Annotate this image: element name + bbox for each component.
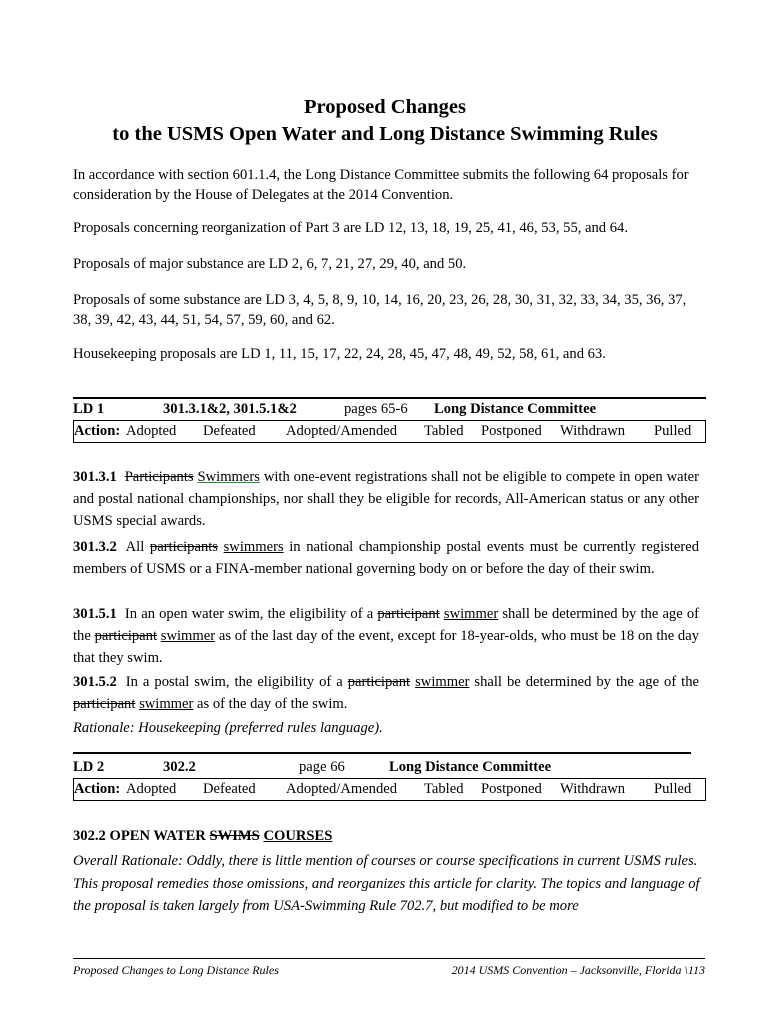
ld1-title-row (73, 397, 706, 420)
inserted-text: Swimmers (197, 469, 260, 485)
rationale-ld1: Rationale: Housekeeping (preferred rules language). (73, 720, 383, 736)
struck-text: participants (149, 539, 218, 555)
ld2-pages: page 66 (299, 759, 345, 775)
action-label: Action: (74, 423, 121, 439)
some-paragraph: Proposals of some substance are LD 3, 4, 5, 8, 9, 10, 14, 16, 20, 23, 26, 28, 30, 31, 32, 33, 34, 35, 36, 37, 38, 39, 42, 43, 44, 51, 54, 57, 59, 60, and 62. (73, 292, 687, 328)
section-302-2-heading (73, 826, 703, 846)
ld2-committee: Long Distance Committee (389, 759, 552, 775)
struck-text: SWIMS (209, 828, 260, 844)
rule-text-pre: All (125, 539, 150, 555)
heading-text: 302.2 OPEN WATER (73, 828, 210, 844)
inserted-text: COURSES (263, 828, 333, 844)
struck-text: participant (73, 695, 136, 712)
struck-text: participant (377, 606, 440, 622)
ld2-id: LD 2 (73, 759, 105, 775)
inserted-text: swimmers (223, 539, 284, 555)
ld2-header (73, 757, 706, 801)
rule-text-pre: In a postal swim, the eligibility of a (125, 674, 348, 690)
reorg-paragraph: Proposals concerning reorganization of Part 3 are LD 12, 13, 18, 19, 25, 41, 46, 53, 55, and 64. (73, 220, 628, 236)
rule-301-5-2 (73, 672, 699, 716)
rule-number: 301.3.1 (73, 469, 117, 485)
page-subtitle: to the USMS Open Water and Long Distance Swimming Rules (112, 123, 658, 145)
tabled-option[interactable]: Tabled (424, 781, 464, 797)
rule-301-5-1 (73, 604, 699, 669)
housekeeping-paragraph: Housekeeping proposals are LD 1, 11, 15, 17, 22, 24, 28, 45, 47, 48, 49, 52, 58, 61, and 63. (73, 346, 606, 362)
rule-text-mid: shall be determined by the age of the (469, 674, 700, 690)
rule-text: in national championship postal events must be currently registered members of USMS or a FINA-member national governing body on or before the day of their swim. (73, 539, 700, 577)
adopted-option[interactable]: Adopted (126, 781, 177, 797)
page-footer (73, 958, 705, 977)
inserted-text: swimmer (160, 627, 216, 644)
postponed-option[interactable]: Postponed (481, 781, 542, 797)
withdrawn-option[interactable]: Withdrawn (560, 423, 626, 439)
ld1-committee: Long Distance Committee (434, 401, 597, 417)
inserted-text: swimmer (443, 606, 499, 622)
footer-right: 2014 USMS Convention – Jacksonville, Florida \113 (451, 963, 705, 977)
rule-number: 301.3.2 (73, 539, 117, 555)
footer-left: Proposed Changes to Long Distance Rules (73, 963, 279, 977)
rule-number: 301.5.1 (73, 606, 117, 622)
rule-text-mid: shall be determined by the age of the (73, 606, 699, 644)
rule-301-3-2 (73, 537, 699, 581)
postponed-option[interactable]: Postponed (481, 423, 542, 439)
ld1-pages: pages 65-6 (344, 401, 408, 417)
inserted-text: swimmer (139, 695, 194, 712)
inserted-text: swimmer (415, 674, 470, 690)
tabled-option[interactable]: Tabled (424, 423, 464, 439)
ld2-title-row (73, 757, 706, 778)
rule-text: with one-event registrations shall not be eligible to compete in open water and postal national championships, nor shall they be eligible for records, All-American status or any other USMS special awards. (73, 469, 699, 529)
major-paragraph: Proposals of major substance are LD 2, 6, 7, 21, 27, 29, 40, and 50. (73, 256, 467, 272)
adopted-amended-option[interactable]: Adopted/Amended (286, 781, 398, 797)
adopted-option[interactable]: Adopted (126, 423, 177, 439)
rule-text: as of the day of the swim. (193, 695, 348, 712)
action-label: Action: (74, 781, 121, 797)
ld1-header (73, 397, 706, 443)
ld2-rules: 302.2 (163, 759, 196, 775)
section-divider (73, 752, 691, 754)
rule-text-pre: In an open water swim, the eligibility of a (124, 606, 378, 622)
struck-text: Participants (124, 469, 194, 485)
struck-text: participant (347, 674, 411, 690)
ld2-action-row (73, 778, 706, 801)
ld1-rules: 301.3.1&2, 301.5.1&2 (163, 401, 297, 417)
rule-301-3-1 (73, 467, 699, 532)
ld1-action-row (73, 420, 706, 443)
struck-text: participant (94, 627, 157, 644)
defeated-option[interactable]: Defeated (203, 423, 256, 439)
defeated-option[interactable]: Defeated (203, 781, 256, 797)
rule-text: as of the last day of the event, except for 18-year-olds, who must be 18 on the day that they swim. (73, 627, 699, 666)
page-title: Proposed Changes (304, 96, 466, 118)
withdrawn-option[interactable]: Withdrawn (560, 781, 626, 797)
overall-rationale: Overall Rationale: Oddly, there is little mention of courses or course specifications in current USMS rules. This proposal remedies those omissions, and reorganizes this article for clarity. The topics and language of the proposal is taken largely from USA-Swimming Rule 702.7, but modified to be more (73, 853, 700, 914)
ld1-id: LD 1 (73, 401, 105, 417)
rule-number: 301.5.2 (73, 674, 117, 690)
intro-paragraph: In accordance with section 601.1.4, the Long Distance Committee submits the following 64 proposals for consideration by the House of Delegates at the 2014 Convention. (73, 167, 689, 203)
pulled-option[interactable]: Pulled (654, 423, 692, 439)
adopted-amended-option[interactable]: Adopted/Amended (286, 423, 398, 439)
pulled-option[interactable]: Pulled (654, 781, 692, 797)
